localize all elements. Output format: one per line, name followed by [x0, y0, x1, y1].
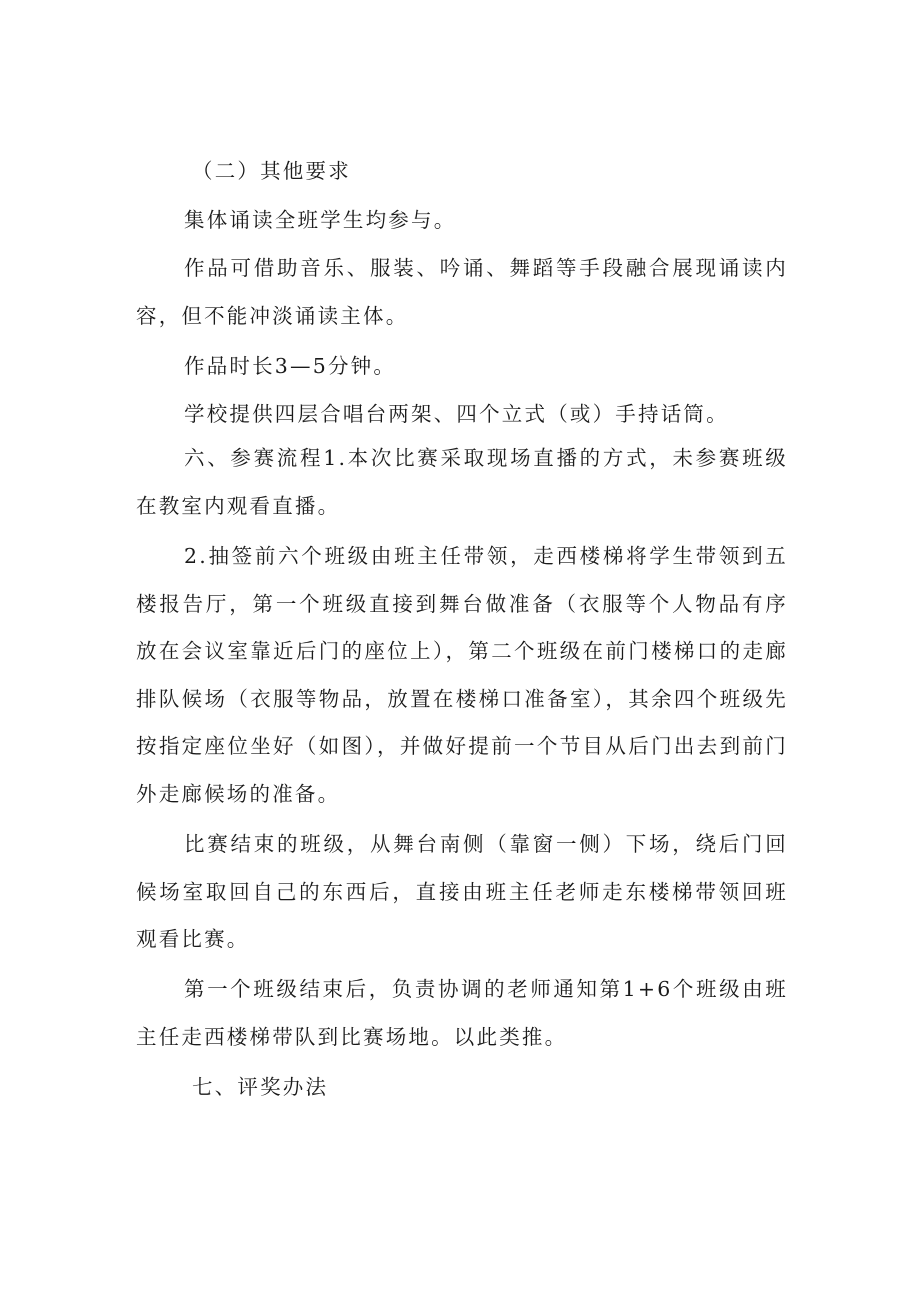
- section-heading-competition-process: 六、参赛流程1.本次比赛采取现场直播的方式，未参赛班级在教室内观看直播。: [136, 446, 788, 518]
- section-heading-other-requirements: （二）其他要求: [192, 159, 351, 183]
- paragraph-lottery-procedure: 2.抽签前六个班级由班主任带领，走西楼梯将学生带领到五楼报告厅，第一个班级直接到舞台做准备（衣服等个人物品有序放在会议室靠近后门的座位上），第二个班级在前门楼梯口的走廊排队候场（衣服等物品，放置在楼梯口准备室），其余四个班级先按指定座位坐好（如图），并做好提前一个节目从后门出去到前门外走廊候场的准备。: [136, 544, 788, 806]
- paragraph-equipment: 学校提供四层合唱台两架、四个立式（或）手持话筒。: [184, 402, 729, 426]
- paragraph-after-performance: 比赛结束的班级，从舞台南侧（靠窗一侧）下场，绕后门回候场室取回自己的东西后，直接由班主任老师走东楼梯带领回班观看比赛。: [136, 832, 788, 951]
- paragraph-duration: 作品时长3—5分钟。: [184, 354, 397, 378]
- paragraph-coordination: 第一个班级结束后，负责协调的老师通知第1+6个班级由班主任走西楼梯带队到比赛场地。以此类推。: [136, 977, 788, 1049]
- section-heading-awards: 七、评奖办法: [192, 1075, 329, 1099]
- paragraph-collective-reading: 集体诵读全班学生均参与。: [184, 208, 457, 232]
- paragraph-work-methods: 作品可借助音乐、服装、吟诵、舞蹈等手段融合展现诵读内容，但不能冲淡诵读主体。: [136, 256, 788, 328]
